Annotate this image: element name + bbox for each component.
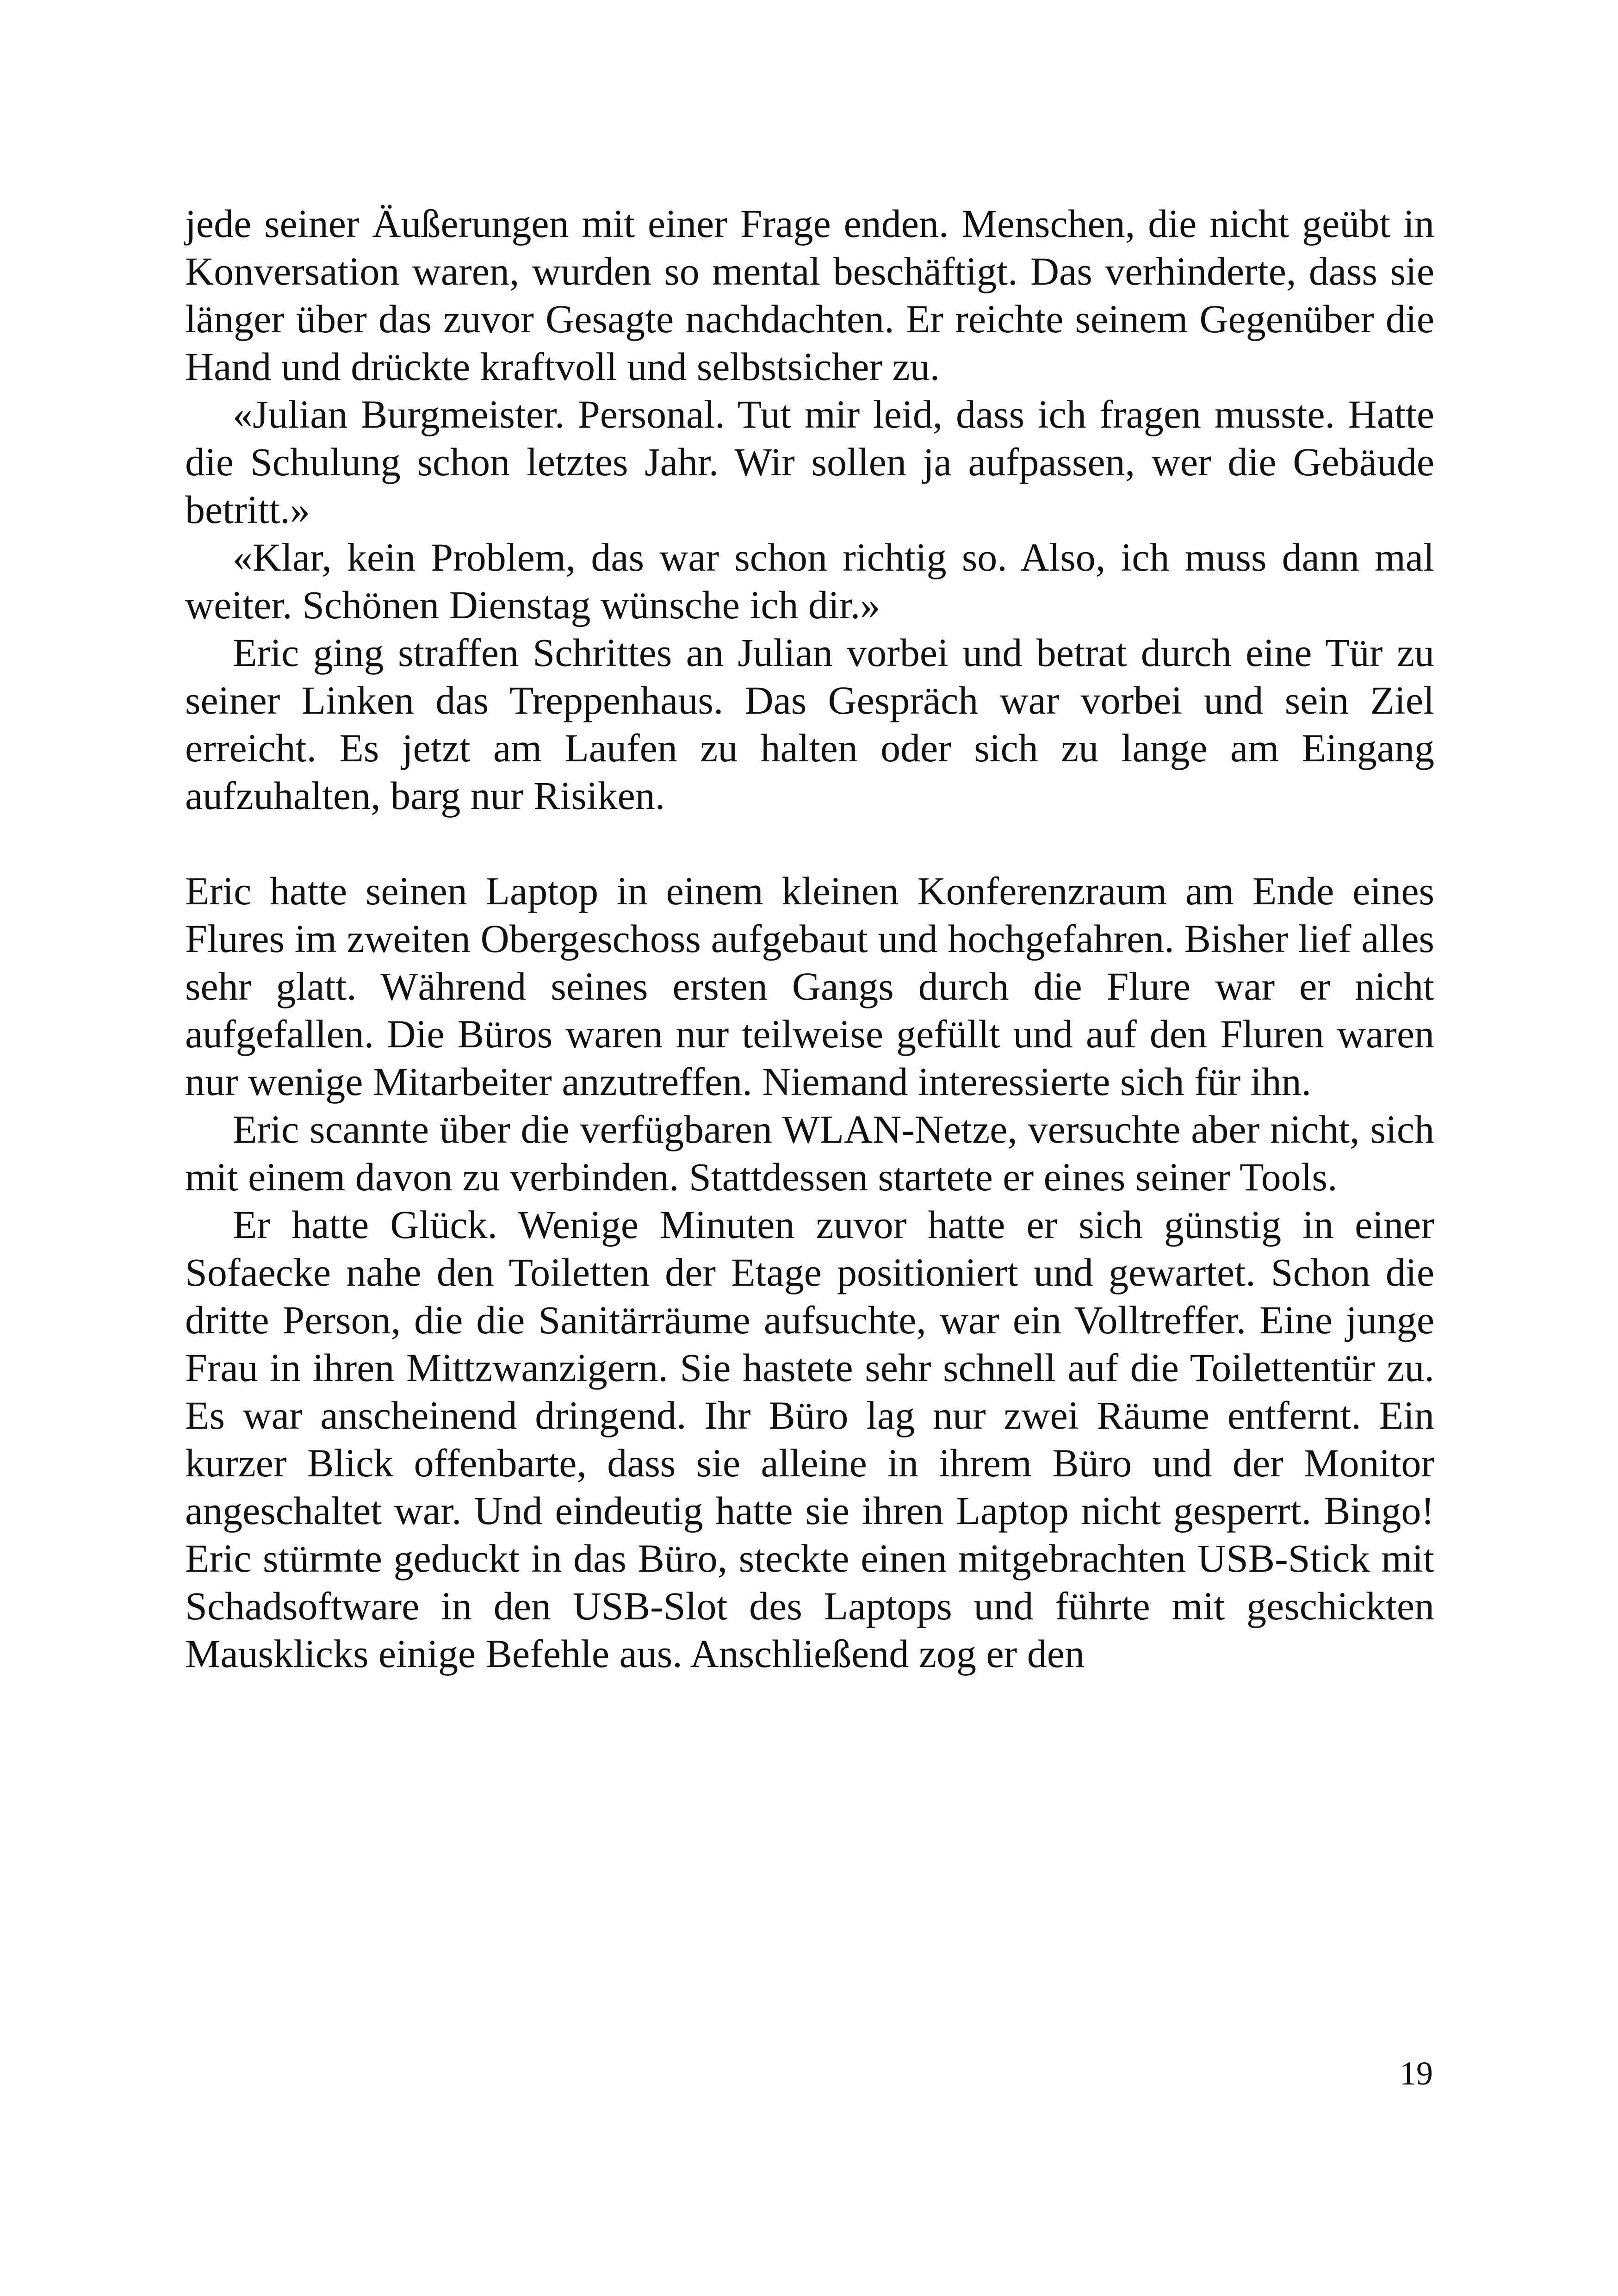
paragraph-usb-attack: Er hatte Glück. Wenige Minuten zuvor hatte er sich günstig in einer Sofaecke nahe den Toiletten der Etage positioniert und gewartet. Schon die dritte Person, die die Sanitärräume aufsuchte, war ein Volltreffer. Eine junge Frau in ihren Mittzwanzigern. Sie hastete sehr schnell auf die Toilettentür zu. Es war anscheinend dringend. Ihr Büro lag nur zwei Räume entfernt. Ein kurzer Blick offenbarte, dass sie alleine in ihrem Büro und der Monitor angeschaltet war. Und eindeutig hatte sie ihren Laptop nicht gesperrt. Bingo! Eric stürmte geduckt in das Büro, steckte einen mitgebrachten USB-Stick mit Schadsoftware in den USB-Slot des Laptops und führte mit geschickten Mausklicks einige Befehle aus. Anschließend zog er den	[185, 1202, 1434, 1676]
paragraph-stairwell: Eric ging straffen Schrittes an Julian vorbei und betrat durch eine Tür zu seiner Linken das Treppenhaus. Das Gespräch war vorbei und sein Ziel erreicht. Es jetzt am Laufen zu halten oder sich zu lange am Eingang aufzuhalten, barg nur Risiken.	[185, 630, 1434, 818]
paragraph-wlan-scan: Eric scannte über die verfügbaren WLAN-Netze, versuchte aber nicht, sich mit einem davon zu verbinden. Stattdessen startete er eines seiner Tools.	[185, 1107, 1434, 1199]
paragraph-continuation: jede seiner Äußerungen mit einer Frage enden. Menschen, die nicht geübt in Konversation waren, wurden so mental beschäftigt. Das verhinderte, dass sie länger über das zuvor Gesagte nachdachten. Er reichte seinem Gegenüber die Hand und drückte kraftvoll und selbstsicher zu.	[185, 201, 1434, 389]
paragraph-dialogue-eric: «Klar, kein Problem, das war schon richtig so. Also, ich muss dann mal weiter. Schönen Dienstag wünsche ich dir.»	[185, 535, 1434, 627]
paragraph-section-start: Eric hatte seinen Laptop in einem kleinen Konferenzraum am Ende eines Flures im zweiten Obergeschoss aufgebaut und hochgefahren. Bisher lief alles sehr glatt. Während seines ersten Gangs durch die Flure war er nicht aufgefallen. Die Büros waren nur teilweise gefüllt und auf den Fluren waren nur wenige Mitarbeiter anzutreffen. Niemand interessierte sich für ihn.	[185, 869, 1434, 1104]
body-text	[185, 200, 1434, 1678]
paragraph-dialogue-julian: «Julian Burgmeister. Personal. Tut mir leid, dass ich fragen musste. Hatte die Schulung schon letztes Jahr. Wir sollen ja aufpassen, wer die Gebäude betritt.»	[185, 392, 1434, 532]
page-number: 19	[1400, 2055, 1433, 2092]
